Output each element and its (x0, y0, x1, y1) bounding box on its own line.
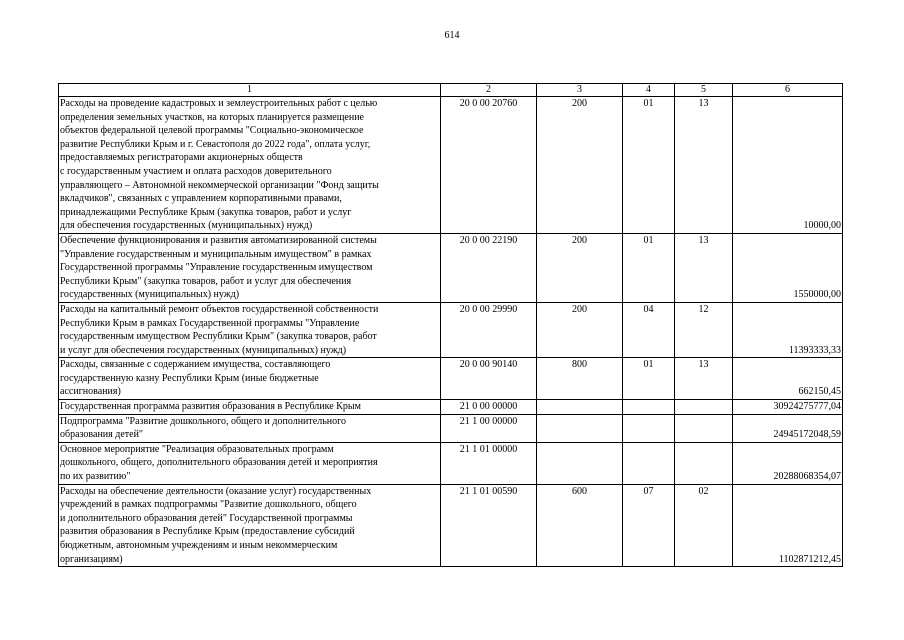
expense-type (537, 400, 623, 415)
section-code (623, 414, 675, 442)
column-header: 3 (537, 84, 623, 97)
table-row (59, 233, 843, 302)
subsection-code (675, 442, 733, 484)
amount: 11393333,33 (733, 302, 843, 357)
expense-name: Основное мероприятие "Реализация образовательных программ дошкольного, общего, дополнительного образования детей и мероприятия по их развитию" (59, 442, 441, 484)
amount: 24945172048,59 (733, 414, 843, 442)
target-code: 20 0 00 22190 (441, 233, 537, 302)
expense-type: 200 (537, 97, 623, 234)
section-code: 01 (623, 97, 675, 234)
expense-name: Государственная программа развития образования в Республике Крым (59, 400, 441, 415)
page-number: 614 (444, 30, 460, 41)
table-row (59, 414, 843, 442)
table-row (59, 484, 843, 567)
column-header: 4 (623, 84, 675, 97)
expense-type (537, 414, 623, 442)
expense-type: 200 (537, 302, 623, 357)
subsection-code: 13 (675, 97, 733, 234)
expense-name: Расходы на проведение кадастровых и землеустроительных работ с целью определения земельных участков, на которых планируется размещение объектов федеральной целевой программы "Социально-экономическое развитие Республики Крым и г. Севастополя до 2022 года", оплата услуг, предоставляемых регистраторами акционерных обществ с государственным участием и оплата расходов доверительного управляющего – Автономной некоммерческой организации "Фонд защиты вкладчиков", связанных с управлением корпоративными правами, принадлежащими Республике Крым (закупка товаров, работ и услуг для обеспечения государственных (муниципальных) нужд) (59, 97, 441, 234)
target-code: 21 0 00 00000 (441, 400, 537, 415)
subsection-code: 12 (675, 302, 733, 357)
expense-type: 600 (537, 484, 623, 567)
table-header-row (59, 84, 843, 97)
target-code: 21 1 00 00000 (441, 414, 537, 442)
amount: 30924275777,04 (733, 400, 843, 415)
target-code: 20 0 00 29990 (441, 302, 537, 357)
expense-name: Расходы, связанные с содержанием имущества, составляющего государственную казну Республики Крым (иные бюджетные ассигнования) (59, 358, 441, 400)
amount: 1102871212,45 (733, 484, 843, 567)
section-code: 07 (623, 484, 675, 567)
section-code: 01 (623, 358, 675, 400)
target-code: 21 1 01 00590 (441, 484, 537, 567)
expense-name: Расходы на обеспечение деятельности (оказание услуг) государственных учреждений в рамках подпрограммы "Развитие дошкольного, общего и дополнительного образования детей" Государственной программы развития образования в Республике Крым (предоставление субсидий бюджетным, автономным учреждениям и иным некоммерческим организациям) (59, 484, 441, 567)
amount: 1550000,00 (733, 233, 843, 302)
section-code: 04 (623, 302, 675, 357)
amount: 662150,45 (733, 358, 843, 400)
amount: 10000,00 (733, 97, 843, 234)
subsection-code (675, 414, 733, 442)
expense-type (537, 442, 623, 484)
subsection-code (675, 400, 733, 415)
section-code (623, 442, 675, 484)
expense-name: Расходы на капитальный ремонт объектов государственной собственности Республики Крым в рамках Государственной программы "Управление государственным имуществом Республики Крым" (закупка товаров, работ и услуг для обеспечения государственных (муниципальных) нужд) (59, 302, 441, 357)
column-header: 5 (675, 84, 733, 97)
column-header: 2 (441, 84, 537, 97)
column-header: 6 (733, 84, 843, 97)
section-code: 01 (623, 233, 675, 302)
column-header: 1 (59, 84, 441, 97)
expense-type: 200 (537, 233, 623, 302)
expense-name: Обеспечение функционирования и развития автоматизированной системы "Управление государственным и муниципальным имуществом" в рамках Государственной программы "Управление государственным имуществом Республики Крым" (закупка товаров, работ и услуг для обеспечения государственных (муниципальных) нужд) (59, 233, 441, 302)
table-row (59, 358, 843, 400)
target-code: 20 0 00 90140 (441, 358, 537, 400)
expense-name: Подпрограмма "Развитие дошкольного, общего и дополнительного образования детей" (59, 414, 441, 442)
expense-type: 800 (537, 358, 623, 400)
table-row (59, 97, 843, 234)
subsection-code: 02 (675, 484, 733, 567)
target-code: 21 1 01 00000 (441, 442, 537, 484)
section-code (623, 400, 675, 415)
subsection-code: 13 (675, 233, 733, 302)
table-row (59, 442, 843, 484)
target-code: 20 0 00 20760 (441, 97, 537, 234)
budget-table (58, 83, 843, 567)
table-row (59, 302, 843, 357)
table-row (59, 400, 843, 415)
amount: 20288068354,07 (733, 442, 843, 484)
subsection-code: 13 (675, 358, 733, 400)
